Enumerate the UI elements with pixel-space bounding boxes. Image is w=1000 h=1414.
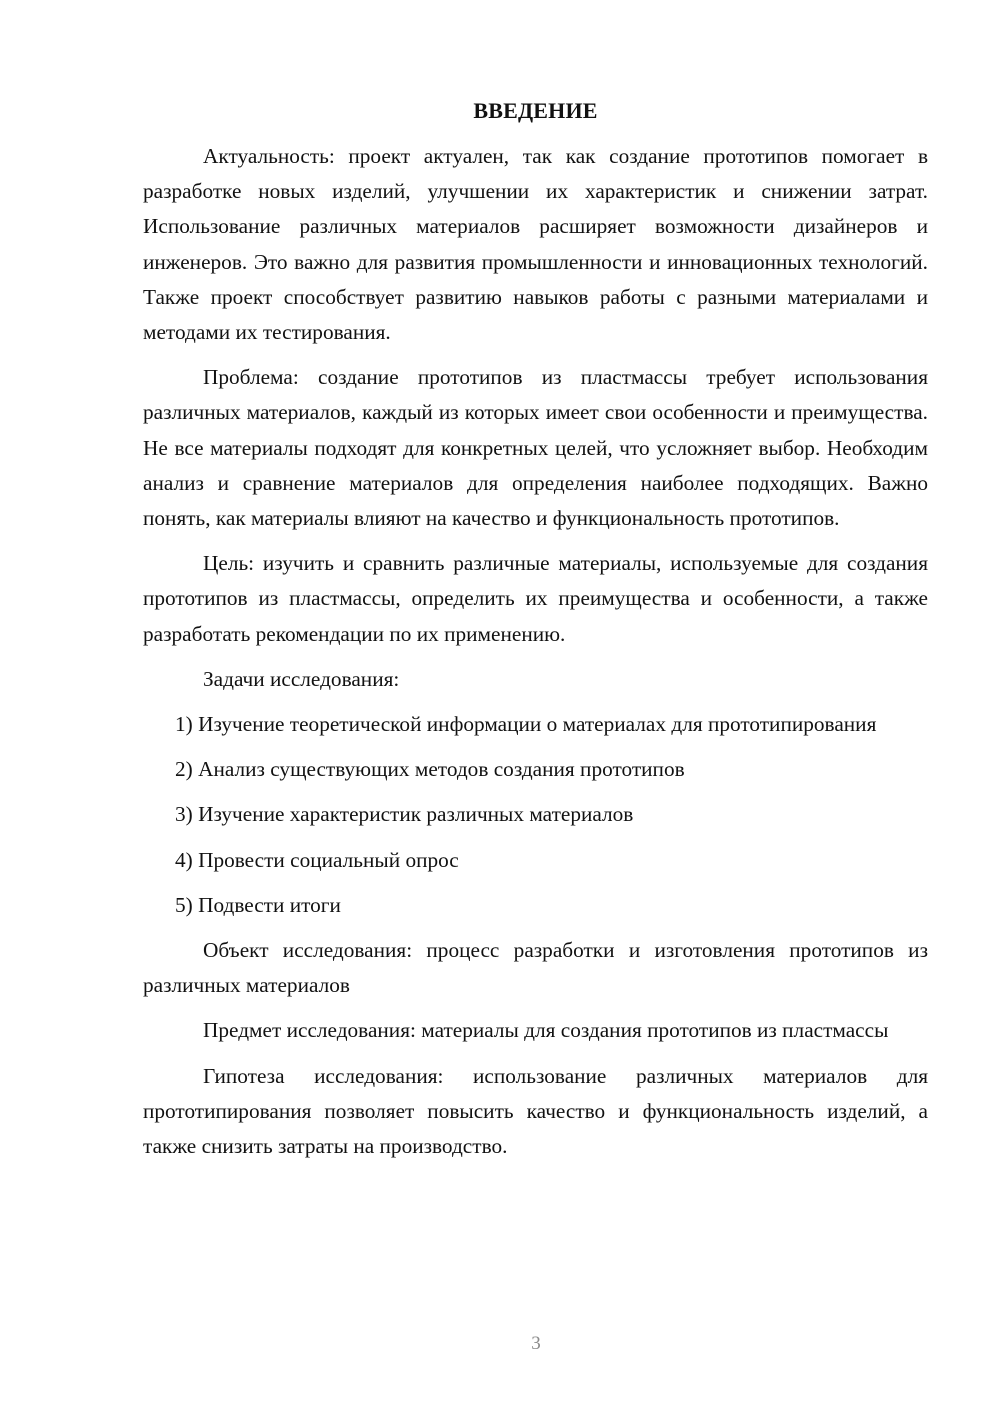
task-list <box>143 707 928 923</box>
page-number: 3 <box>531 1333 541 1354</box>
paragraph-subject: Предмет исследования: материалы для создания прототипов из пластмассы <box>203 1018 889 1043</box>
list-item: 4) Провести социальный опрос <box>175 847 459 872</box>
page-title: ВВЕДЕНИЕ <box>473 98 598 123</box>
paragraph-tasks-heading: Задачи исследования: <box>203 666 400 691</box>
list-item: 2) Анализ существующих методов создания прототипов <box>175 757 685 782</box>
list-item: 5) Подвести итоги <box>175 892 341 917</box>
paragraph-problem: Проблема: создание прототипов из пластмассы требует использования различных материалов, каждый из которых имеет свои особенности и преимущества. Не все материалы подходят для конкретных целей, что усложняет выбор. Необходим анализ и сравнение материалов для определения наиболее подходящих. Важно понять, как материалы влияют на качество и функциональность прототипов. <box>143 365 928 531</box>
paragraph-relevance: Актуальность: проект актуален, так как создание прототипов помогает в разработке новых изделий, улучшении их характеристик и снижении затрат. Использование различных материалов расширяет возможности дизайнеров и инженеров. Это важно для развития промышленности и инновационных технологий. Также проект способствует развитию навыков работы с разными материалами и методами их тестирования. <box>143 144 928 345</box>
page-content <box>143 94 928 1164</box>
paragraph-hypothesis: Гипотеза исследования: использование различных материалов для прототипирования позволяет повысить качество и функциональность изделий, а также снизить затраты на производство. <box>143 1063 928 1159</box>
paragraph-object: Объект исследования: процесс разработки и изготовления прототипов из различных материалов <box>143 938 928 998</box>
list-item: 1) Изучение теоретической информации о материалах для прототипирования <box>175 712 877 737</box>
paragraph-goal: Цель: изучить и сравнить различные материалы, используемые для создания прототипов из пластмассы, определить их преимущества и особенности, а также разработать рекомендации по их применению. <box>143 551 928 646</box>
list-item: 3) Изучение характеристик различных материалов <box>175 802 634 827</box>
